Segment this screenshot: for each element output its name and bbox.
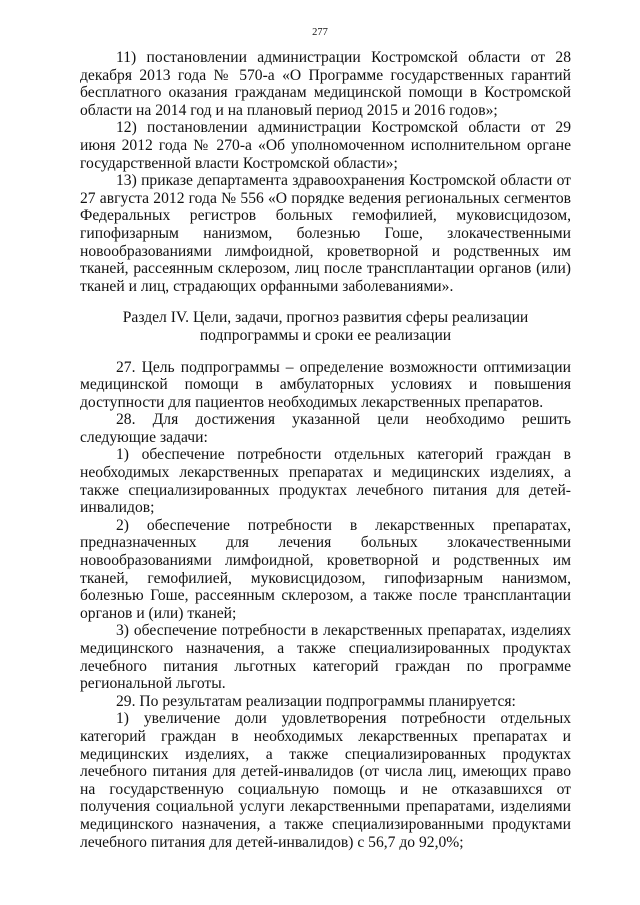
paragraph-29-results-intro: 29. По результатам реализации подпрограммы планируется: [116,692,516,710]
paragraph-item-13: 13) приказе департамента здравоохранения Костромской области от 27 августа 2012 года № 556 «О порядке ведения региональных сегментов Федеральных регистров больных гемофилией, муковисцидозом, гипофизарным нанизмом, болезнью Гоше, злокачественными новообразованиями лимфоидной, кроветворной и родственных им тканей, рассеянным склерозом, лиц после трансплантации органов (или) тканей и лиц, страдающих орфанными заболеваниями». [80,172,571,295]
paragraph-task-1: 1) обеспечение потребности отдельных категорий граждан в необходимых лекарственных препаратах и медицинских изделиях, а также специализированных продуктах лечебного питания для детей-инвалидов; [80,446,571,517]
page-number: 277 [312,27,328,38]
paragraph-task-3: 3) обеспечение потребности в лекарственных препаратах, изделиях медицинского назначения, а также специализированных продуктах лечебного питания льготных категорий граждан по программе региональной льготы. [80,622,571,693]
section-heading-line-1: Раздел IV. Цели, задачи, прогноз развития сферы реализации [122,309,529,327]
section-heading [80,309,571,344]
paragraph-result-1: 1) увеличение доли удовлетворения потребности отдельных категорий граждан в необходимых лекарственных препаратах и медицинских изделиях, а также специализированных продуктах лечебного питания для детей-инвалидов (от числа лиц, имеющих право на государственную социальную помощь и не отказавшихся от получения социальной услуги лекарственными препаратами, изделиями медицинского назначения, а также специализированными продуктами лечебного питания для детей-инвалидов) с 56,7 до 92,0%; [80,710,571,851]
paragraph-27-goal: 27. Цель подпрограммы – определение возможности оптимизации медицинской помощи в амбулаторных условиях и повышения доступности для пациентов необходимых лекарственных препаратов. [80,358,571,411]
section-heading-line-2: подпрограммы и сроки ее реализации [199,326,452,344]
paragraph-item-11: 11) постановлении администрации Костромской области от 28 декабря 2013 года № 570-а «О Программе государственных гарантий бесплатного оказания гражданам медицинской помощи в Костромской области на 2014 год и на плановый период 2015 и 2016 годов»; [80,49,571,119]
paragraph-task-2: 2) обеспечение потребности в лекарственных препаратах, предназначенных для лечения больных злокачественными новообразованиями лимфоидной, кроветворной и родственных им тканей, гемофилией, муковисцидозом, гипофизарным нанизмом, болезнью Гоше, рассеянным склерозом, а также после трансплантации органов и (или) тканей; [80,516,571,622]
paragraph-item-12: 12) постановлении администрации Костромской области от 29 июня 2012 года № 270-а «Об уполномоченном исполнительном органе государственной власти Костромской области»; [80,119,571,172]
document-body [80,49,571,851]
paragraph-28-tasks-intro: 28. Для достижения указанной цели необходимо решить следующие задачи: [80,411,571,446]
